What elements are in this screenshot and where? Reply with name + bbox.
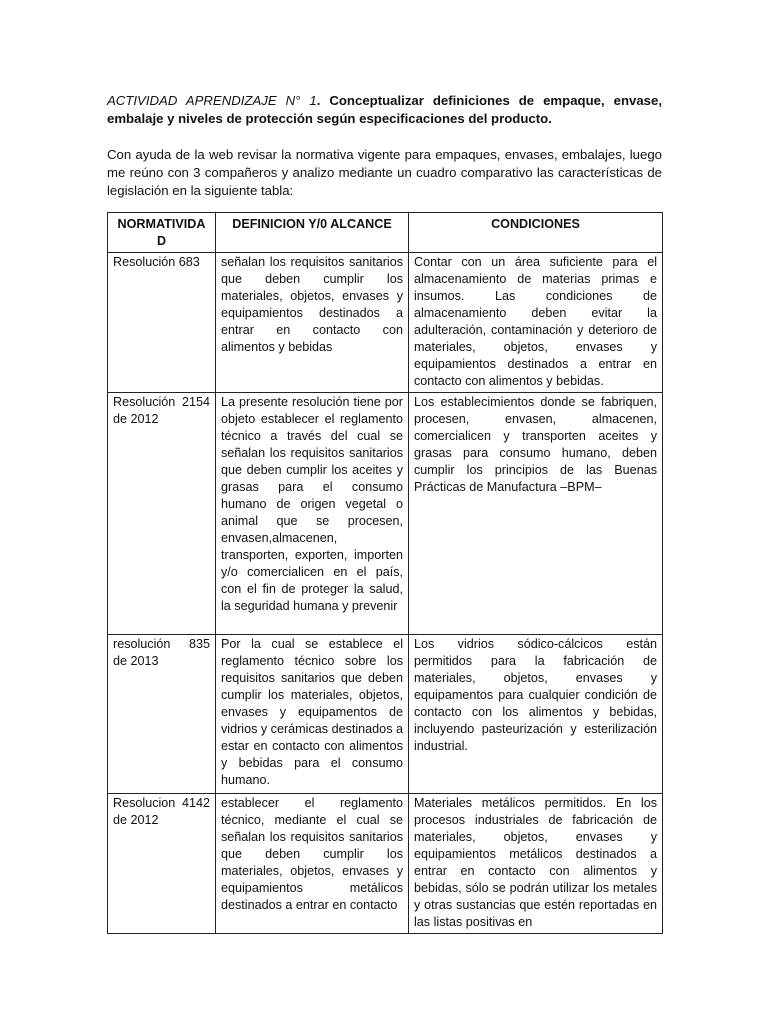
cell-definition: establecer el reglamento técnico, mediante el cual se señalan los requisitos sanitarios que deben cumplir los materiales, objetos, envases y equipamientos metálicos destinados a entrar en contacto [216,794,409,934]
cell-definition: señalan los requisitos sanitarios que deben cumplir los materiales, objetos, envases y equipamientos destinados a entrar en contacto con alimentos y bebidas [216,253,409,393]
cell-norm: Resolución 683 [108,253,216,393]
header-definicion: DEFINICION Y/0 ALCANCE [216,213,409,253]
table-header-row [108,213,663,253]
cell-conditions: Contar con un área suficiente para el almacenamiento de materias primas e insumos. Las condiciones de almacenamiento deben evitar la adulteración, contaminación y deterioro de materiales, objetos, envases y equipamientos destinados a entrar en contacto con alimentos y bebidas. [409,253,663,393]
activity-heading-text: . Conceptualizar definiciones de empaque, envase, embalaje y niveles de protección según especificaciones del producto. [107,93,663,126]
cell-definition: Por la cual se establece el reglamento técnico sobre los requisitos sanitarios que deben cumplir los materiales, objetos, envases y equipamentos de vidrios y cerámicas destinados a estar en contacto con alimentos y bebidas para el consumo humano. [216,635,409,794]
table-row [108,253,663,393]
cell-conditions: Los establecimientos donde se fabriquen, procesen, envasen, almacenen, comercialicen y transporten aceites y grasas para consumo humano, deben cumplir los principios de las Buenas Prácticas de Manufactura –BPM– [409,393,663,635]
cell-definition: La presente resolución tiene por objeto establecer el reglamento técnico a través del cual se señalan los requisitos sanitarios que deben cumplir los aceites y grasas para el consumo humano de origen vegetal o animal que se procesen, envasen,almacenen, transporten, exporten, importen y/o comercialicen en el país, con el fin de proteger la salud, la seguridad humana y prevenir [216,393,409,635]
table-row [108,794,663,934]
activity-heading-lead: ACTIVIDAD APRENDIZAJE N° 1 [107,93,317,108]
table-row [108,393,663,635]
comparison-table [107,212,663,934]
cell-norm: Resolucion 4142 de 2012 [108,794,216,934]
cell-conditions: Los vidrios sódico-cálcicos están permitidos para la fabricación de materiales, objetos, envases y equipamentos para cualquier condición de contacto con los alimentos y bebidas, incluyendo pasteurización y esterilización industrial. [409,635,663,794]
cell-conditions: Materiales metálicos permitidos. En los procesos industriales de fabricación de materiales, objetos, envases y equipamientos metálicos destinados a entrar en contacto con alimentos y bebidas, sólo se podrán utilizar los metales y otras sustancias que estén reportadas en las listas positivas en [409,794,663,934]
intro-paragraph: Con ayuda de la web revisar la normativa vigente para empaques, envases, embalajes, luego me reúno con 3 compañeros y analizo mediante un cuadro comparativo las características de legislación en la siguiente tabla: [107,147,662,198]
table-row [108,635,663,794]
activity-heading [107,92,662,128]
cell-norm: resolución 835 de 2013 [108,635,216,794]
header-normatividad: NORMATIVIDA D [108,213,216,253]
header-condiciones: CONDICIONES [409,213,663,253]
cell-norm: Resolución 2154 de 2012 [108,393,216,635]
